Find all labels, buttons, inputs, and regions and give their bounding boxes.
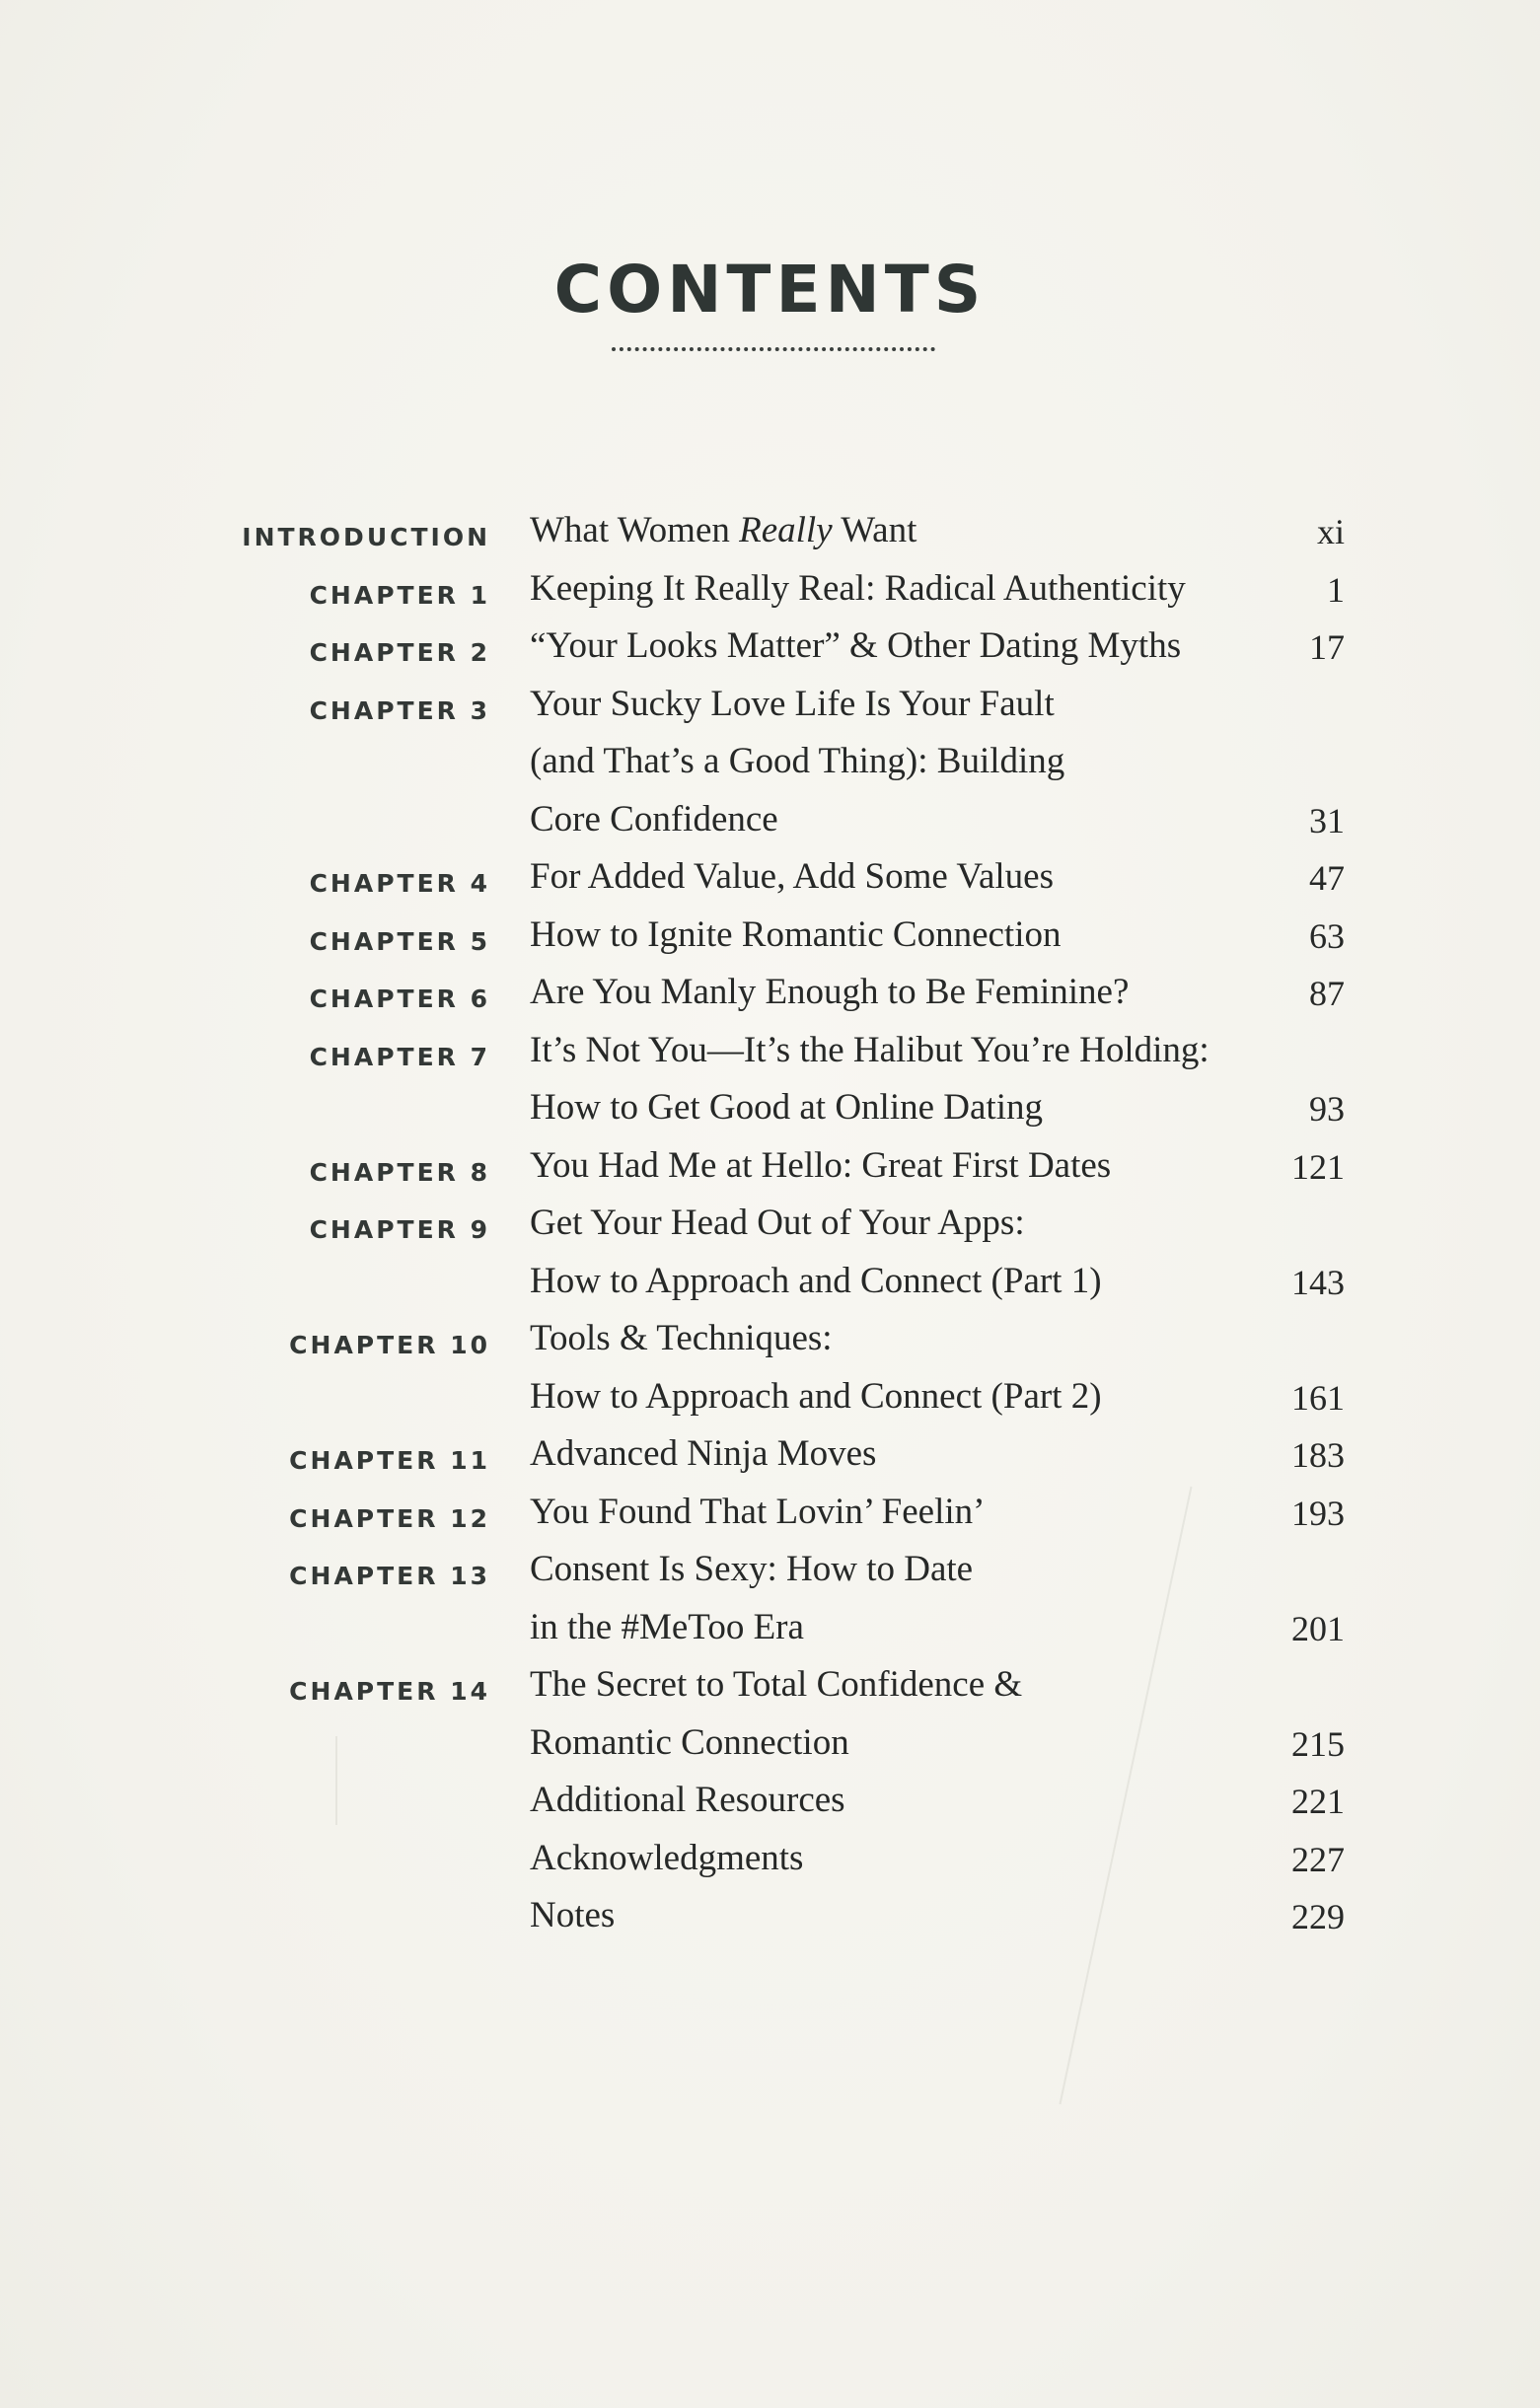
- toc-row: [0, 1542, 1540, 1600]
- toc-page-number: 31: [1309, 800, 1345, 840]
- toc-row: [0, 734, 1540, 792]
- toc-row: [0, 503, 1540, 561]
- toc-page-number: 143: [1291, 1262, 1345, 1302]
- toc-label: CHAPTER 4: [309, 869, 490, 898]
- toc-row: [0, 1080, 1540, 1138]
- toc-page-number: 93: [1309, 1089, 1345, 1129]
- toc-title: Your Sucky Love Life Is Your Fault: [530, 683, 1055, 724]
- toc-label: CHAPTER 7: [309, 1042, 490, 1071]
- toc-title: [530, 509, 917, 551]
- toc-title: You Had Me at Hello: Great First Dates: [530, 1144, 1112, 1186]
- toc-row: [0, 1888, 1540, 1946]
- toc-label: CHAPTER 12: [289, 1503, 490, 1533]
- toc-title: Advanced Ninja Moves: [530, 1433, 877, 1474]
- toc-title: How to Ignite Romantic Connection: [530, 913, 1062, 955]
- toc-page-number: 215: [1291, 1723, 1345, 1764]
- toc-row: [0, 1196, 1540, 1254]
- toc-row: [0, 1600, 1540, 1658]
- toc-page-number: 201: [1291, 1608, 1345, 1648]
- toc-page-number: 221: [1291, 1782, 1345, 1821]
- toc-title: Notes: [530, 1895, 616, 1935]
- toc-page-number: 227: [1291, 1839, 1345, 1879]
- toc-row: [0, 965, 1540, 1023]
- toc-title: (and That’s a Good Thing): Building: [530, 741, 1065, 781]
- title-dotted-rule: [612, 347, 935, 351]
- toc-row: [0, 849, 1540, 908]
- toc-row: [0, 908, 1540, 966]
- toc-row: [0, 619, 1540, 677]
- toc-label: CHAPTER 14: [289, 1677, 490, 1706]
- page-title: CONTENTS: [553, 252, 987, 328]
- toc-title: in the #MeToo Era: [530, 1606, 804, 1647]
- toc-row: [0, 1369, 1540, 1427]
- toc-title: Acknowledgments: [530, 1837, 804, 1878]
- toc-title-emphasis: Really: [739, 510, 833, 550]
- toc-page-number: xi: [1316, 512, 1345, 551]
- toc-page-number: 229: [1291, 1897, 1345, 1936]
- toc-title: Core Confidence: [530, 798, 778, 839]
- toc-title: How to Approach and Connect (Part 1): [530, 1260, 1102, 1301]
- toc-page-number: 47: [1309, 858, 1345, 898]
- toc-page-number: 63: [1309, 915, 1345, 956]
- toc-label: CHAPTER 8: [309, 1157, 490, 1187]
- toc-title: Tools & Techniques:: [530, 1318, 833, 1358]
- toc-row: [0, 561, 1540, 620]
- toc-title-part: What Women: [530, 510, 740, 550]
- toc-title: It’s Not You—It’s the Halibut You’re Holding:: [530, 1029, 1210, 1070]
- toc-label: CHAPTER 5: [309, 926, 490, 956]
- toc-title: Consent Is Sexy: How to Date: [530, 1549, 974, 1589]
- toc-title-part: Want: [832, 510, 917, 550]
- toc-page-number: 121: [1291, 1146, 1345, 1187]
- toc-title: For Added Value, Add Some Values: [530, 856, 1055, 897]
- toc-title: You Found That Lovin’ Feelin’: [530, 1491, 986, 1532]
- toc-row: [0, 1311, 1540, 1369]
- toc-row: [0, 1426, 1540, 1485]
- toc-title: How to Approach and Connect (Part 2): [530, 1375, 1102, 1417]
- toc-title: “Your Looks Matter” & Other Dating Myths: [530, 625, 1182, 666]
- toc-row: [0, 1773, 1540, 1831]
- toc-label: CHAPTER 2: [309, 638, 490, 667]
- toc-page-number: 193: [1291, 1493, 1345, 1533]
- toc-row: [0, 1831, 1540, 1889]
- toc-label: CHAPTER 11: [289, 1446, 490, 1475]
- toc-title: Romantic Connection: [530, 1721, 849, 1763]
- toc-label: CHAPTER 13: [289, 1562, 490, 1590]
- toc-page-number: 183: [1291, 1435, 1345, 1475]
- toc-title: The Secret to Total Confidence &: [530, 1664, 1023, 1705]
- toc-row: [0, 677, 1540, 735]
- toc-page-number: 161: [1291, 1377, 1345, 1418]
- toc-page-number: 17: [1309, 627, 1345, 667]
- toc-row: [0, 1023, 1540, 1081]
- toc-title: Are You Manly Enough to Be Feminine?: [530, 972, 1130, 1012]
- toc-title: Get Your Head Out of Your Apps:: [530, 1203, 1025, 1243]
- toc-row: [0, 1254, 1540, 1312]
- toc-label: CHAPTER 1: [309, 580, 490, 610]
- toc-title: How to Get Good at Online Dating: [530, 1087, 1043, 1128]
- toc-title: Keeping It Really Real: Radical Authenticity: [530, 567, 1186, 609]
- toc-row: [0, 1138, 1540, 1197]
- toc-row: [0, 1485, 1540, 1543]
- toc-label: CHAPTER 9: [309, 1215, 490, 1244]
- toc-label: CHAPTER 10: [289, 1331, 490, 1359]
- toc-row: [0, 1715, 1540, 1774]
- toc-label: CHAPTER 3: [309, 695, 490, 725]
- table-of-contents: [0, 503, 1540, 1946]
- toc-page-number: 1: [1327, 569, 1345, 610]
- toc-row: [0, 792, 1540, 850]
- toc-label: CHAPTER 6: [309, 985, 490, 1013]
- toc-title: Additional Resources: [530, 1780, 845, 1820]
- toc-page-number: 87: [1309, 974, 1345, 1013]
- toc-row: [0, 1657, 1540, 1715]
- toc-label: INTRODUCTION: [242, 523, 490, 551]
